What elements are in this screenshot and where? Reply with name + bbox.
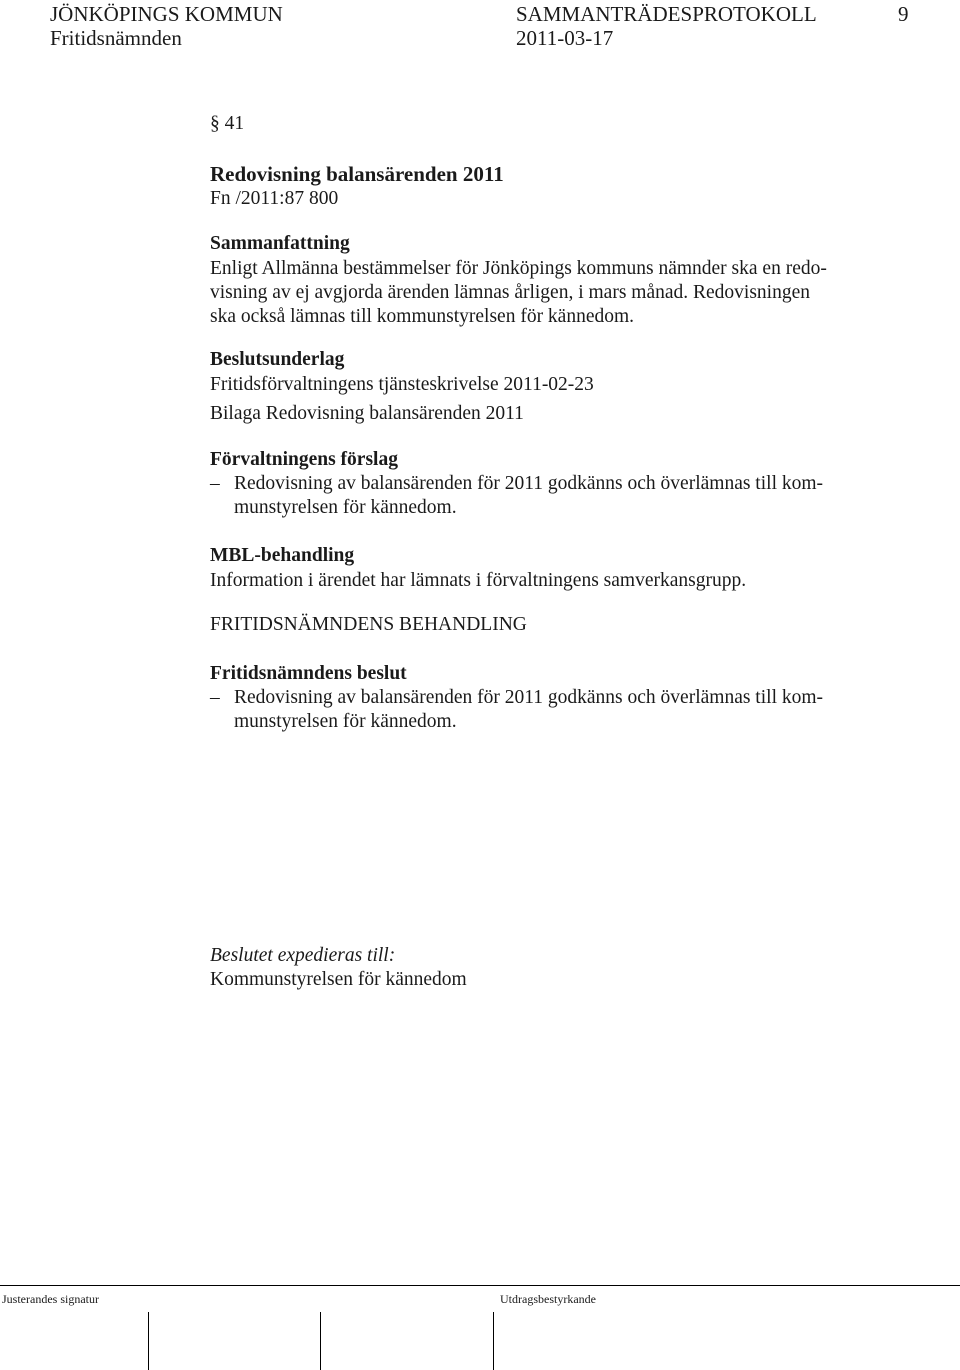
proposal-line: Redovisning av balansärenden för 2011 godkänns och överlämnas till kom- [234,473,824,494]
decision-dash: – [210,687,220,708]
mbl-heading: MBL-behandling [210,545,355,566]
section-title: Redovisning balansärenden 2011 [210,162,504,186]
treatment-heading: FRITIDSNÄMNDENS BEHANDLING [210,614,527,635]
basis-item: Fritidsförvaltningens tjänsteskrivelse 2011-02-23 [210,374,594,395]
footer-certification-label: Utdragsbestyrkande [500,1292,596,1306]
header-date: 2011-03-17 [516,26,614,50]
decision-heading: Fritidsnämndens beslut [210,663,407,684]
dispatch-recipient: Kommunstyrelsen för kännedom [210,969,467,990]
proposal-heading: Förvaltningens förslag [210,449,398,470]
signature-box-divider [493,1312,494,1370]
header-page-number: 9 [898,2,909,26]
summary-heading: Sammanfattning [210,233,350,254]
decision-line: Redovisning av balansärenden för 2011 godkänns och överlämnas till kom- [234,687,824,708]
section-number-value: 41 [224,113,245,134]
summary-line: ska också lämnas till kommunstyrelsen för kännedom. [210,306,635,327]
header-doc-type: SAMMANTRÄDESPROTOKOLL [516,2,817,26]
header-org: JÖNKÖPINGS KOMMUN [50,2,283,26]
footer-signature-label: Justerandes signatur [2,1292,99,1306]
case-number: Fn /2011:87 800 [210,188,339,209]
proposal-line: munstyrelsen för kännedom. [234,497,457,518]
dispatch-heading: Beslutet expedieras till: [210,945,396,966]
summary-line: Enligt Allmänna bestämmelser för Jönköpings kommuns nämnder ska en redo- [210,258,827,279]
decision-line: munstyrelsen för kännedom. [234,711,457,732]
signature-box-divider [320,1312,321,1370]
signature-box-divider [148,1312,149,1370]
basis-heading: Beslutsunderlag [210,349,345,370]
section-number [210,112,244,136]
mbl-text: Information i ärendet har lämnats i förvaltningens samverkansgrupp. [210,570,747,591]
summary-line: visning av ej avgjorda ärenden lämnas årligen, i mars månad. Redovisningen [210,282,810,303]
section-symbol: § [210,113,220,134]
basis-item: Bilaga Redovisning balansärenden 2011 [210,403,524,424]
proposal-dash: – [210,473,220,494]
footer-rule [0,1285,960,1286]
header-committee: Fritidsnämnden [50,26,182,50]
